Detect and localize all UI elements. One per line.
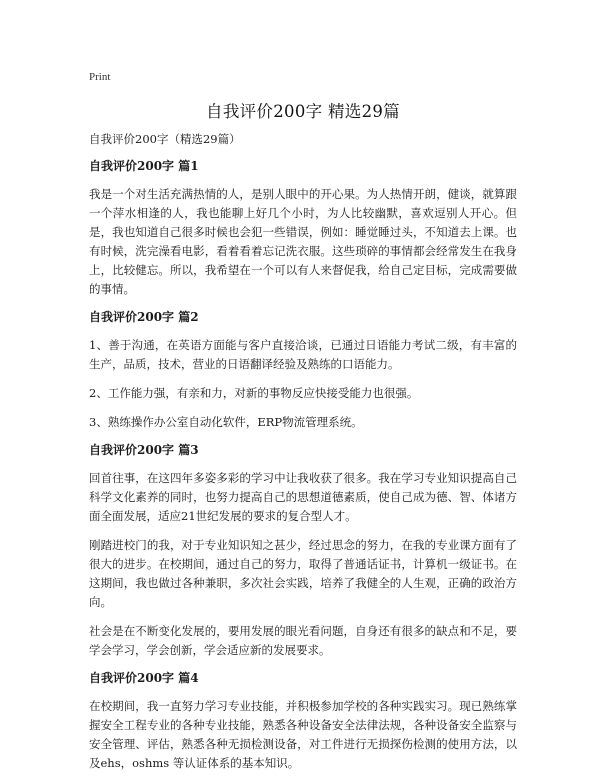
- paragraph: 我是一个对生活充满热情的人，是别人眼中的开心果。为人热情开朗，健谈，就算跟一个萍水相逢的人，我也能聊上好几个小时，为人比较幽默，喜欢逗别人开心。但是，我也知道自己很多时候也会犯一些错误，例如：睡觉睡过头，不知道去上课。也有时候，洗完澡看电影，看着看着忘记洗衣服。这些琐碎的事情都会经常发生在我身上，比较健忘。所以，我希望在一个可以有人来督促我，给自己定目标，完成需要做的事情。: [89, 187, 517, 296]
- paragraph: 1、善于沟通，在英语方面能与客户直接洽谈，已通过日语能力考试二级，有丰富的生产，品质，技术，营业的日语翻译经验及熟练的口语能力。: [89, 338, 517, 371]
- page-title: 自我评价200字 精选29篇: [206, 102, 400, 121]
- section-2: [89, 309, 517, 432]
- section-4: [89, 670, 517, 773]
- section-3: [89, 442, 517, 660]
- document-body: [89, 131, 517, 783]
- section-heading: 自我评价200字 篇1: [89, 159, 199, 173]
- print-label: Print: [89, 71, 111, 83]
- paragraph: 社会是在不断变化发展的，要用发展的眼光看问题，自身还有很多的缺点和不足，要学会学习，学会创新，学会适应新的发展要求。: [89, 624, 517, 657]
- section-heading: 自我评价200字 篇4: [89, 671, 199, 685]
- paragraph: 2、工作能力强，有亲和力，对新的事物反应快接受能力也很强。: [89, 386, 419, 400]
- paragraph: 刚踏进校门的我，对于专业知识知之甚少，经过思念的努力，在我的专业课方面有了很大的进步。在校期间，通过自己的努力，取得了普通话证书，计算机一级证书。在这期间，我也做过各种兼职，多次社会实践，培养了我健全的人生观，正确的政治方向。: [89, 538, 517, 609]
- section-1: [89, 158, 517, 299]
- section-heading: 自我评价200字 篇3: [89, 443, 199, 457]
- section-heading: 自我评价200字 篇2: [89, 310, 199, 324]
- document-subtitle: 自我评价200字（精选29篇）: [89, 132, 241, 146]
- paragraph: 3、熟练操作办公室自动化软件，ERP物流管理系统。: [89, 415, 363, 429]
- paragraph: 在校期间，我一直努力学习专业技能，并积极参加学校的各种实践实习。现已熟练掌握安全工程专业的各种专业技能，熟悉各种设备安全法律法规，各种设备安全监察与安全管理、评估，熟悉各种无损检测设备，对工件进行无损探伤检测的使用方法，以及ehs，oshms 等认证体系的基本知识。: [89, 699, 517, 770]
- paragraph: 回首往事，在这四年多姿多彩的学习中让我收获了很多。我在学习专业知识提高自己科学文化素养的同时，也努力提高自己的思想道德素质，使自己成为德、智、体诸方面全面发展，适应21世纪发展的要求的复合型人才。: [89, 471, 517, 523]
